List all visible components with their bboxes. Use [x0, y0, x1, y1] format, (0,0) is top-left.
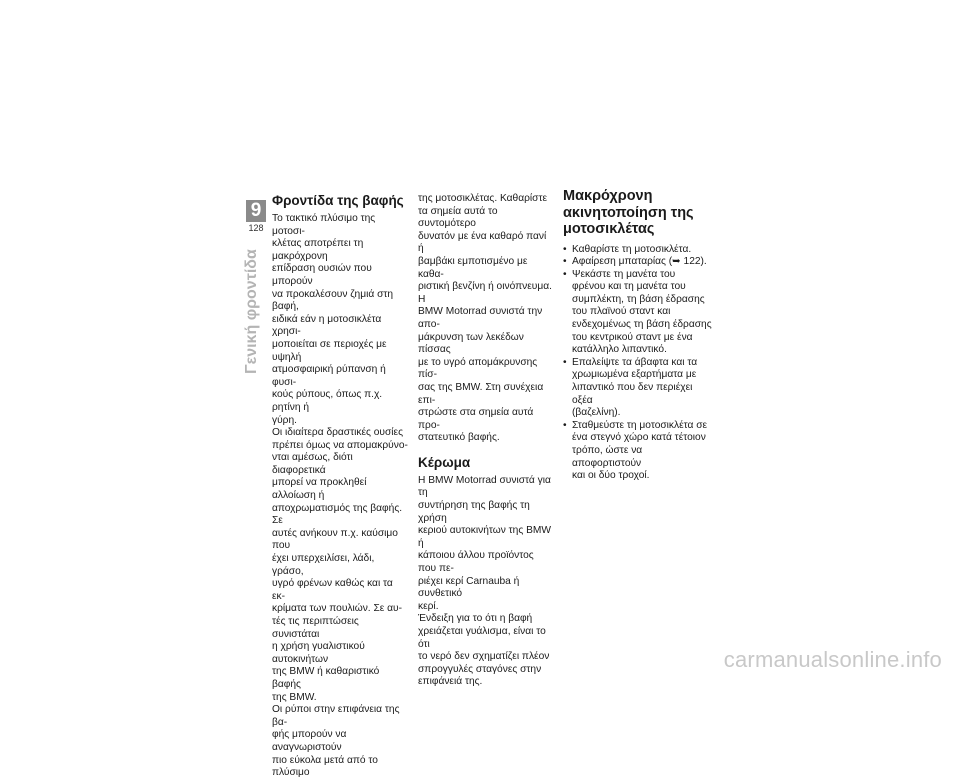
list-item: • Αφαίρεση μπαταρίας (➥ 122).	[563, 256, 713, 269]
section-heading-storage: Μακρόχρονη ακινητοποίηση της μοτοσικλέτας	[563, 188, 694, 237]
storage-steps-list	[563, 244, 713, 483]
section-heading-paint-care: Φροντίδα της βαφής	[272, 193, 404, 208]
paragraph: της μοτοσικλέτας. Καθαρίστε τα σημεία αυτά το συντομότερο δυνατόν με ένα καθαρό πανί ή βαμβάκι εμποτισμένο με καθα- ριστική βενζίνη ή οινόπνευμα. Η BMW Motorrad συνιστά την απο- μάκρυνση των λεκέδων πίσσας με το υγρό απομάκρυνσης πίσ- σας της BMW. Στη συνέχεια επι- στρώστε στα σημεία αυτά προ- στατευτικό βαφής.	[418, 193, 552, 444]
paragraph: Οι ιδιαίτερα δραστικές ουσίες πρέπει όμως να απομακρύνο- νται αμέσως, διότι διαφορετικά μπορεί να προκληθεί αλλοίωση ή αποχρωματισμός της βαφής. Σε αυτές ανήκουν π.χ. καύσιμο που έχει υπερχειλίσει, λάδι, γράσο, υγρό φρένων καθώς και τα εκ- κρίματα των πουλιών. Σε αυ- τές τις περιπτώσεις συνιστάται η χρήση γυαλιστικού αυτοκινήτων της BMW ή καθαριστικό βαφής της BMW.	[272, 427, 408, 703]
paragraph: Το τακτικό πλύσιμο της μοτοσι- κλέτας αποτρέπει τη μακρόχρονη επίδραση ουσιών που μπορούν να προκαλέσουν ζημιά στη βαφή, ειδικά εάν η μοτοσικλέτα χρησι- μοποιείται σε περιοχές με υψηλή ατμοσφαιρική ρύπανση ή φυσι- κούς ρύπους, όπως π.χ. ρητίνη ή γύρη.	[272, 213, 394, 426]
watermark: carmanualsonline.info	[723, 647, 942, 672]
page-number: 128	[248, 223, 264, 233]
list-item: • Καθαρίστε τη μοτοσικλέτα.	[563, 244, 713, 257]
chapter-tab	[246, 200, 266, 238]
paragraph: Ένδειξη για το ότι η βαφή χρειάζεται γυάλισμα, είναι το ότι το νερό δεν σχηματίζει πλέον σπρογγυλές σταγόνες στην επιφάνειά της.	[418, 613, 550, 688]
list-item: • Σταθμεύστε τη μοτοσικλέτα σε ένα στεγνό χώρο κατά τέτοιον τρόπο, ώστε να αποφορτιστούν και οι δύο τροχοί.	[563, 420, 713, 483]
paragraph: Η BMW Motorrad συνιστά για τη συντήρηση της βαφής τη χρήση κεριού αυτοκινήτων της BMW ή κάποιου άλλου προϊόντος που πε- ριέχει κερί Carnauba ή συνθετικό κερί.	[418, 474, 551, 612]
chapter-number: 9	[246, 200, 266, 222]
column-1	[272, 193, 408, 780]
list-item: • Επαλείψτε τα άβαφτα και τα χρωμιωμένα εξαρτήματα με λιπαντικό που δεν περιέχει οξέα (βαζελίνη).	[563, 357, 713, 420]
column-2	[418, 193, 554, 689]
section-heading-waxing: Κέρωμα	[418, 454, 471, 470]
chapter-side-label: Γενική φροντίδα	[243, 249, 260, 374]
list-item: • Ψεκάστε τη μανέτα του φρένου και τη μανέτα του συμπλέκτη, τη βάση έδρασης του πλαϊνού σταντ και ενδεχομένως τη βάση έδρασης του κεντρικού σταντ με ένα κατάλληλο λιπαντικό.	[563, 269, 713, 357]
paragraph: Οι ρύποι στην επιφάνεια της βα- φής μπορούν να αναγνωριστούν πιο εύκολα μετά από το πλύσιμο	[272, 704, 400, 779]
section-waxing	[418, 455, 554, 689]
column-3	[563, 188, 713, 483]
